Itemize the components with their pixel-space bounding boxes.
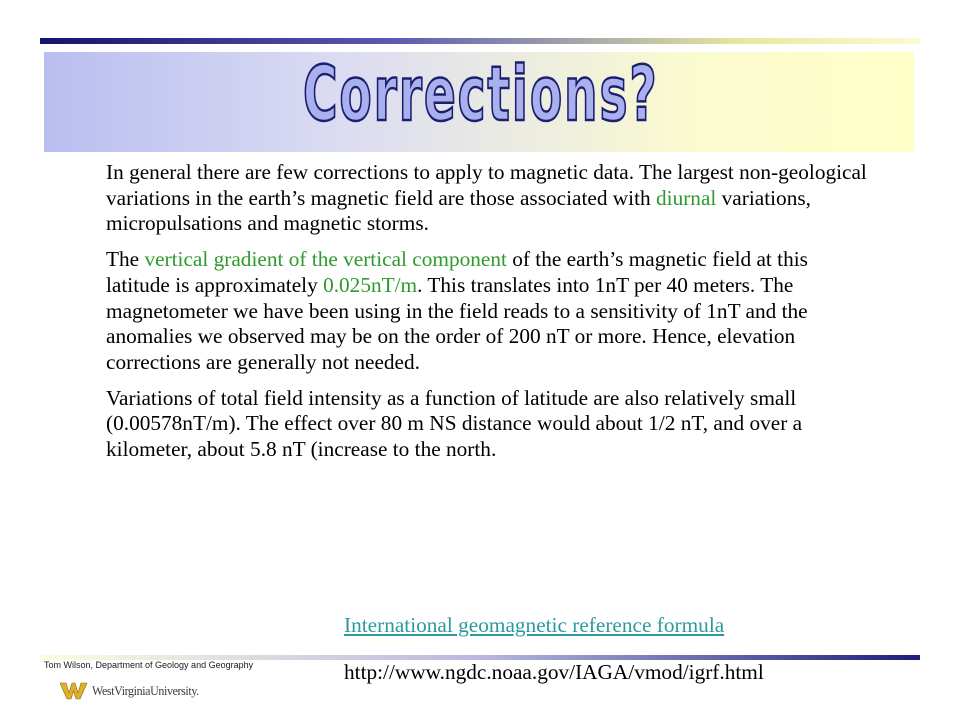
text-run: Variations of total field intensity as a function of latitude are also relatively small (0.00578nT/m). The effect over 80 m NS distance would about 1/2 nT, and over a kilometer, about 5.8 nT (increase to the north. bbox=[106, 385, 803, 462]
igrf-reference-link[interactable]: International geomagnetic reference formula bbox=[344, 613, 725, 637]
wvu-flying-wv-logo-icon bbox=[60, 682, 90, 700]
text-run: The bbox=[106, 247, 145, 272]
text-run: variations, micropulsations and magnetic storms. bbox=[106, 185, 811, 236]
text-run: In general there are few corrections to apply to magnetic data. The largest non-geological variations in the earth’s magnetic field are those associated with bbox=[106, 160, 867, 210]
paragraph bbox=[106, 160, 876, 237]
top-rule bbox=[40, 38, 920, 44]
author-credit: Tom Wilson, Department of Geology and Geography bbox=[44, 660, 254, 670]
university-logo bbox=[60, 680, 208, 702]
slide-body bbox=[106, 160, 876, 473]
highlighted-term: 0.025nT/m bbox=[323, 272, 418, 297]
logo-wordmark: WestVirginiaUniversity. bbox=[92, 683, 199, 698]
highlighted-term: vertical gradient of the vertical component bbox=[144, 247, 507, 272]
paragraph bbox=[106, 247, 876, 376]
text-run: . This translates into 1nT per 40 meters. The magnetometer we have been using in the field reads to a sensitivity of 1nT and the anomalies we observed may be on the order of 200 nT or more. Hence, elevation corrections are generally not needed. bbox=[106, 272, 808, 374]
slide-title: Corrections? bbox=[302, 49, 659, 138]
highlighted-term: diurnal bbox=[656, 185, 717, 210]
igrf-url: http://www.ngdc.noaa.gov/IAGA/vmod/igrf.html bbox=[344, 660, 764, 684]
paragraph bbox=[106, 386, 876, 463]
text-run: of the earth’s magnetic field at this latitude is approximately bbox=[106, 247, 808, 297]
